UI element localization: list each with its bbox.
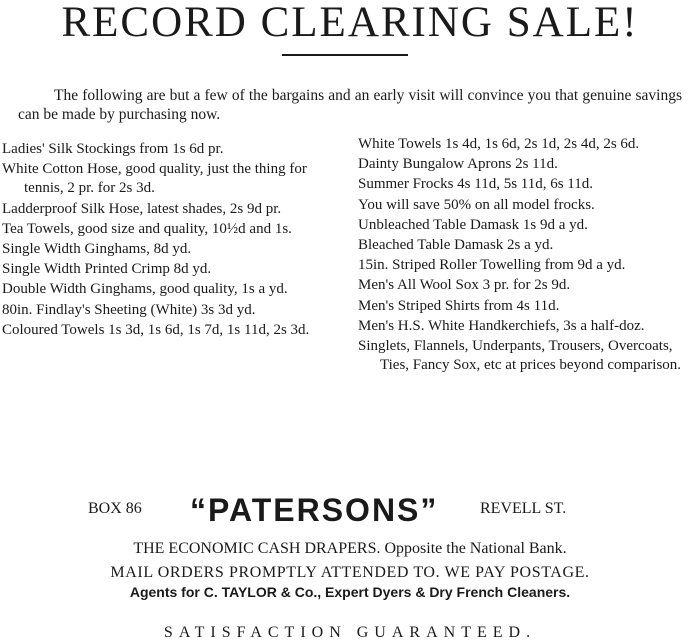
- list-item: Summer Frocks 4s 11d, 5s 11d, 6s 11d.: [358, 176, 594, 193]
- list-item: Tea Towels, good size and quality, 10½d and 1s.: [2, 220, 292, 237]
- headline: RECORD CLEARING SALE!: [61, 0, 639, 46]
- mail-orders-notice: MAIL ORDERS PROMPTLY ATTENDED TO. WE PAY POSTAGE.: [110, 564, 590, 581]
- list-item: Bleached Table Damask 2s a yd.: [358, 237, 554, 254]
- list-item: Men's All Wool Sox 3 pr. for 2s 9d.: [358, 277, 571, 294]
- street-address: REVELL ST.: [480, 500, 567, 517]
- headline-rule: [282, 54, 408, 56]
- box-number: BOX 86: [88, 500, 142, 517]
- list-item: You will save 50% on all model frocks.: [358, 196, 595, 213]
- list-item: 15in. Striped Roller Towelling from 9d a yd.: [358, 257, 626, 274]
- list-item: White Cotton Hose, good quality, just the thing for tennis, 2 pr. for 2s 3d.: [2, 161, 307, 197]
- list-item: Men's H.S. White Handkerchiefs, 3s a half-doz.: [358, 317, 645, 334]
- list-item: Dainty Bungalow Aprons 2s 11d.: [358, 156, 558, 173]
- left-column: [2, 140, 350, 341]
- list-item: Ladderproof Silk Hose, latest shades, 2s 9d pr.: [2, 200, 282, 217]
- list-item: White Towels 1s 4d, 1s 6d, 2s 1d, 2s 4d, 2s 6d.: [358, 136, 640, 152]
- list-item: Men's Striped Shirts from 4s 11d.: [358, 297, 560, 314]
- list-item: Single Width Ginghams, 8d yd.: [2, 241, 192, 258]
- list-item: 80in. Findlay's Sheeting (White) 3s 3d yd.: [2, 301, 256, 318]
- guarantee-line: SATISFACTION GUARANTEED.: [163, 624, 537, 641]
- list-item: Ladies' Silk Stockings from 1s 6d pr.: [2, 141, 224, 157]
- list-item: Single Width Printed Crimp 8d yd.: [2, 261, 212, 278]
- right-column: [358, 135, 698, 376]
- store-name: “PATERSONS”: [190, 492, 439, 528]
- list-item: Unbleached Table Damask 1s 9d a yd.: [358, 216, 588, 233]
- store-tagline: THE ECONOMIC CASH DRAPERS. Opposite the National Bank.: [133, 540, 567, 557]
- list-item: Double Width Ginghams, good quality, 1s a yd.: [2, 281, 288, 298]
- agents-notice: Agents for C. TAYLOR & Co., Expert Dyers & Dry French Cleaners.: [129, 584, 571, 600]
- list-item: Singlets, Flannels, Underpants, Trousers, Overcoats, Ties, Fancy Sox, etc at prices beyond comparison.: [358, 338, 682, 374]
- list-item: Coloured Towels 1s 3d, 1s 6d, 1s 7d, 1s 11d, 2s 3d.: [2, 321, 310, 338]
- intro-paragraph: The following are but a few of the bargains and an early visit will convince you that genuine savings can be made by purchasing now.: [18, 87, 682, 123]
